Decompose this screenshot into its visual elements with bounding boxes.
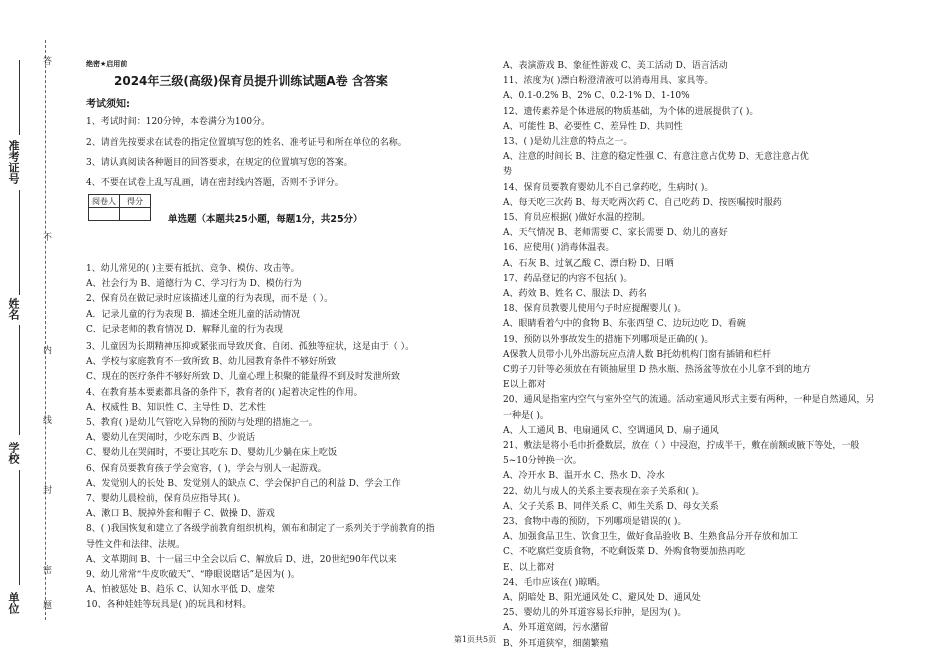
score-cell: 得分 [120, 195, 151, 208]
question-line: 15、育员应根据( )做好水温的控制。 [503, 213, 651, 223]
seal-char: 封 [41, 485, 51, 494]
question-line: 4、在教育基本要素都具备的条件下，教育者的( )起着决定性的作用。 [86, 387, 363, 398]
question-line: A、石灰 B、过氧乙酸 C、漂白粉 D、日晒 [503, 258, 674, 269]
school-line [19, 470, 20, 585]
question-line: A、学校与家庭教育不一致所致 B、幼儿园教育条件不够好所致 [86, 357, 336, 368]
name-line [19, 250, 20, 295]
question-line: 势 [503, 167, 513, 178]
question-line: A、怕被惩处 B、趋乐 C、认知水平低 D、虚荣 [86, 585, 275, 596]
page-footer: 第1页共5页 [453, 635, 497, 644]
score-table [88, 194, 151, 221]
question-line: E、以上都对 [503, 562, 555, 573]
question-line: A、每天吃三次药 B、每天吃两次药 C、自己吃药 D、按医嘱按时服药 [503, 197, 782, 208]
question-line: E以上都对 [503, 380, 546, 391]
question-line: 13、( )是幼儿注意的特点之一。 [503, 137, 633, 147]
seal-char: 题 [41, 600, 51, 609]
exam-number-line [19, 60, 20, 135]
grader-blank[interactable] [89, 208, 120, 221]
question-line: A、表演游戏 B、象征性游戏 C、美工活动 D、语言活动 [503, 61, 728, 71]
question-line: 11、浓度为( )漂白粉澄清液可以消毒用具、家具等。 [503, 76, 714, 87]
question-line: A、漱口 B、脱掉外套和帽子 C、做操 D、游戏 [86, 509, 275, 520]
question-line: C、现在的医疗条件不够好所致 D、儿童心理上积聚的能量得不到及时发泄所致 [86, 372, 400, 383]
question-line: C剪子刀针等必须放在有锁抽屉里 D 热水瓶、热汤盆等放在小儿拿不到的地方 [503, 365, 811, 375]
question-line: 24、毛巾应该在( )晾晒。 [503, 577, 606, 588]
question-line: 23、食物中毒的预防，下列哪项是错误的( )。 [503, 517, 687, 527]
question-line: A、婴幼儿在哭闹时，少吃东西 B、少说话 [86, 433, 255, 444]
question-line: 6、保育员要教育孩子学会宽容，( )，学会与别人一起游戏。 [86, 463, 327, 474]
note-item: 1、考试时间：120分钟，本卷满分为100分。 [86, 117, 271, 127]
grader-cell: 阅卷人 [89, 195, 120, 208]
question-line: 10、各种娃娃等玩具是( )的玩具和材料。 [86, 600, 252, 611]
question-line: A、可能性 B、必要性 C、差异性 D、共同性 [503, 121, 683, 132]
question-line: 22、幼儿与成人的关系主要表现在亲子关系和( )。 [503, 486, 705, 497]
question-line: 7、婴幼儿晨检前，保育员应指导其( )。 [86, 494, 246, 504]
question-line: C、不吃腐烂变质食物，不吃剩饭菜 D、外购食物要加热再吃 [503, 547, 745, 558]
question-line: A、阴暗处 B、阳光通风处 C、避风处 D、通风处 [503, 593, 701, 603]
question-line: A、人工通风 B、电扇通风 C、空调通风 D、扇子通风 [503, 425, 719, 436]
question-line: 8、( )我国恢复和建立了各级学前教育组织机构，颁布和制定了一系列关于学前教育的指 [86, 524, 435, 535]
question-line: 5、教育( )是幼儿气管吃入异物的预防与处理的措施之一。 [86, 418, 318, 428]
question-line: 9、幼儿常常“牛皮吹破天”、“睁眼说瞎话”是因为( )。 [86, 570, 301, 580]
binding-margin [0, 0, 60, 671]
note-item: 2、请首先按要求在试卷的指定位置填写您的姓名、准考证号和所在单位的名称。 [86, 138, 407, 148]
question-line: 18、保育员教婴儿使用勺子时应提醒婴儿( )。 [503, 304, 687, 315]
question-line: A、天气情况 B、老师需要 C、家长需要 D、幼儿的喜好 [503, 228, 728, 239]
question-line: 3、儿童因为长期精神压抑或紧张而导致厌食、自闭、孤独等症状，这是由于（ ）。 [86, 342, 415, 352]
question-line: 5~10分钟换一次。 [503, 456, 582, 467]
question-line: A、权威性 B、知识性 C、主导性 D、艺术性 [86, 402, 266, 413]
question-line: 一种是( )。 [503, 410, 549, 421]
question-line: 1、幼儿常见的( )主要有抵抗、竞争、模仿、攻击等。 [86, 264, 300, 274]
question-line: A、发觉别人的长处 B、发觉别人的缺点 C、学会保护自己的利益 D、学会工作 [86, 478, 401, 489]
question-line: 20、通风是指室内空气与室外空气的流通。活动室通风形式主要有两种，一种是自然通风，另 [503, 395, 875, 406]
question-line: 25、婴幼儿的外耳道容易长疖肿，是因为( )。 [503, 608, 687, 619]
question-line: A、父子关系 B、同伴关系 C、师生关系 D、母女关系 [503, 501, 719, 512]
question-line: A、注意的时间长 B、注意的稳定性强 C、有意注意占优势 D、无意注意占优 [503, 152, 809, 163]
question-line: 12、遗传素养是个体进展的物质基础，为个体的进展提供了( )。 [503, 106, 759, 117]
seal-char: 答 [41, 56, 51, 65]
question-line: A、社会行为 B、道德行为 C、学习行为 D、模仿行为 [86, 279, 302, 290]
question-line: 19、预防以外事故发生的措施下列哪项是正确的( )。 [503, 334, 714, 345]
seal-char: 密 [41, 565, 51, 574]
seal-char: 内 [41, 345, 51, 354]
question-line: B、外耳道狭窄，细菌繁殖 [503, 638, 609, 649]
question-line: A、加强食品卫生、饮食卫生，做好食品验收 B、生熟食品分开存放和加工 [503, 532, 798, 543]
question-line: A、外耳道宽阔，污水潴留 [503, 623, 609, 634]
seal-char: 线 [41, 415, 51, 424]
question-line: A、冷开水 B、温开水 C、热水 D、冷水 [503, 471, 665, 482]
name-line [19, 325, 20, 435]
question-line: A、文革期间 B、十一届三中全会以后 C、解放后 D、进，20世纪90年代以来 [86, 554, 397, 565]
question-line: A、药效 B、姓名 C、服法 D、药名 [503, 289, 647, 299]
question-line: 17、药品登记的内容不包括( )。 [503, 273, 633, 284]
note-item: 3、请认真阅读各种题目的回答要求，在规定的位置填写您的答案。 [86, 158, 353, 168]
note-item: 4、不要在试卷上乱写乱画，请在密封线内答题，否则不予评分。 [86, 178, 344, 188]
school-label: 学校 [7, 442, 20, 464]
exam-number-line [19, 190, 20, 250]
question-line: 16、应使用( )消毒体温表。 [503, 243, 615, 254]
section-heading: 单选题（本题共25小题，每题1分，共25分） [168, 214, 363, 225]
score-blank[interactable] [120, 208, 151, 221]
question-line: A保教人员带小儿外出游玩应点清人数 B托幼机构门窗有插销和栏杆 [503, 349, 771, 360]
unit-label: 单位 [7, 592, 20, 614]
question-line: 2、保育员在做记录时应该描述儿童的行为表现，而不是（ ）。 [86, 294, 334, 305]
question-line: C．记录老师的教育情况 D．解释儿童的行为表现 [86, 324, 283, 335]
question-line: A、眼睛看着勺中的食物 B、东张西望 C、边玩边吃 D、看碗 [503, 319, 746, 330]
question-line: 14、保育员要教育婴幼儿不自己拿药吃，生病时( )。 [503, 182, 714, 193]
notes-heading: 考试须知: [86, 99, 130, 110]
question-line: 导性文件和法律、法规。 [86, 539, 186, 550]
question-line: A．记录儿童的行为表现 B．描述全班儿童的活动情况 [86, 309, 300, 320]
seal-dotted-line [45, 40, 46, 620]
exam-number-label: 准考证号 [7, 140, 20, 184]
page-title: 2024年三级(高级)保育员提升训练试题A卷 含答案 [114, 74, 388, 88]
secret-mark: 绝密★启用前 [86, 60, 128, 68]
question-line: 21、敷法是将小毛巾折叠数层，放在（ ）中浸泡，拧成半干，敷在前额或腋下等处，一般 [503, 441, 860, 451]
name-label: 姓名 [7, 298, 20, 320]
seal-char: 不 [41, 232, 51, 241]
question-line: C、婴幼儿在哭闹时，不要让其吃东 D、婴幼儿少躺在床上吃饭 [86, 448, 337, 459]
question-line: A、0.1-0.2% B、2% C、0.2-1% D、1-10% [503, 91, 690, 102]
